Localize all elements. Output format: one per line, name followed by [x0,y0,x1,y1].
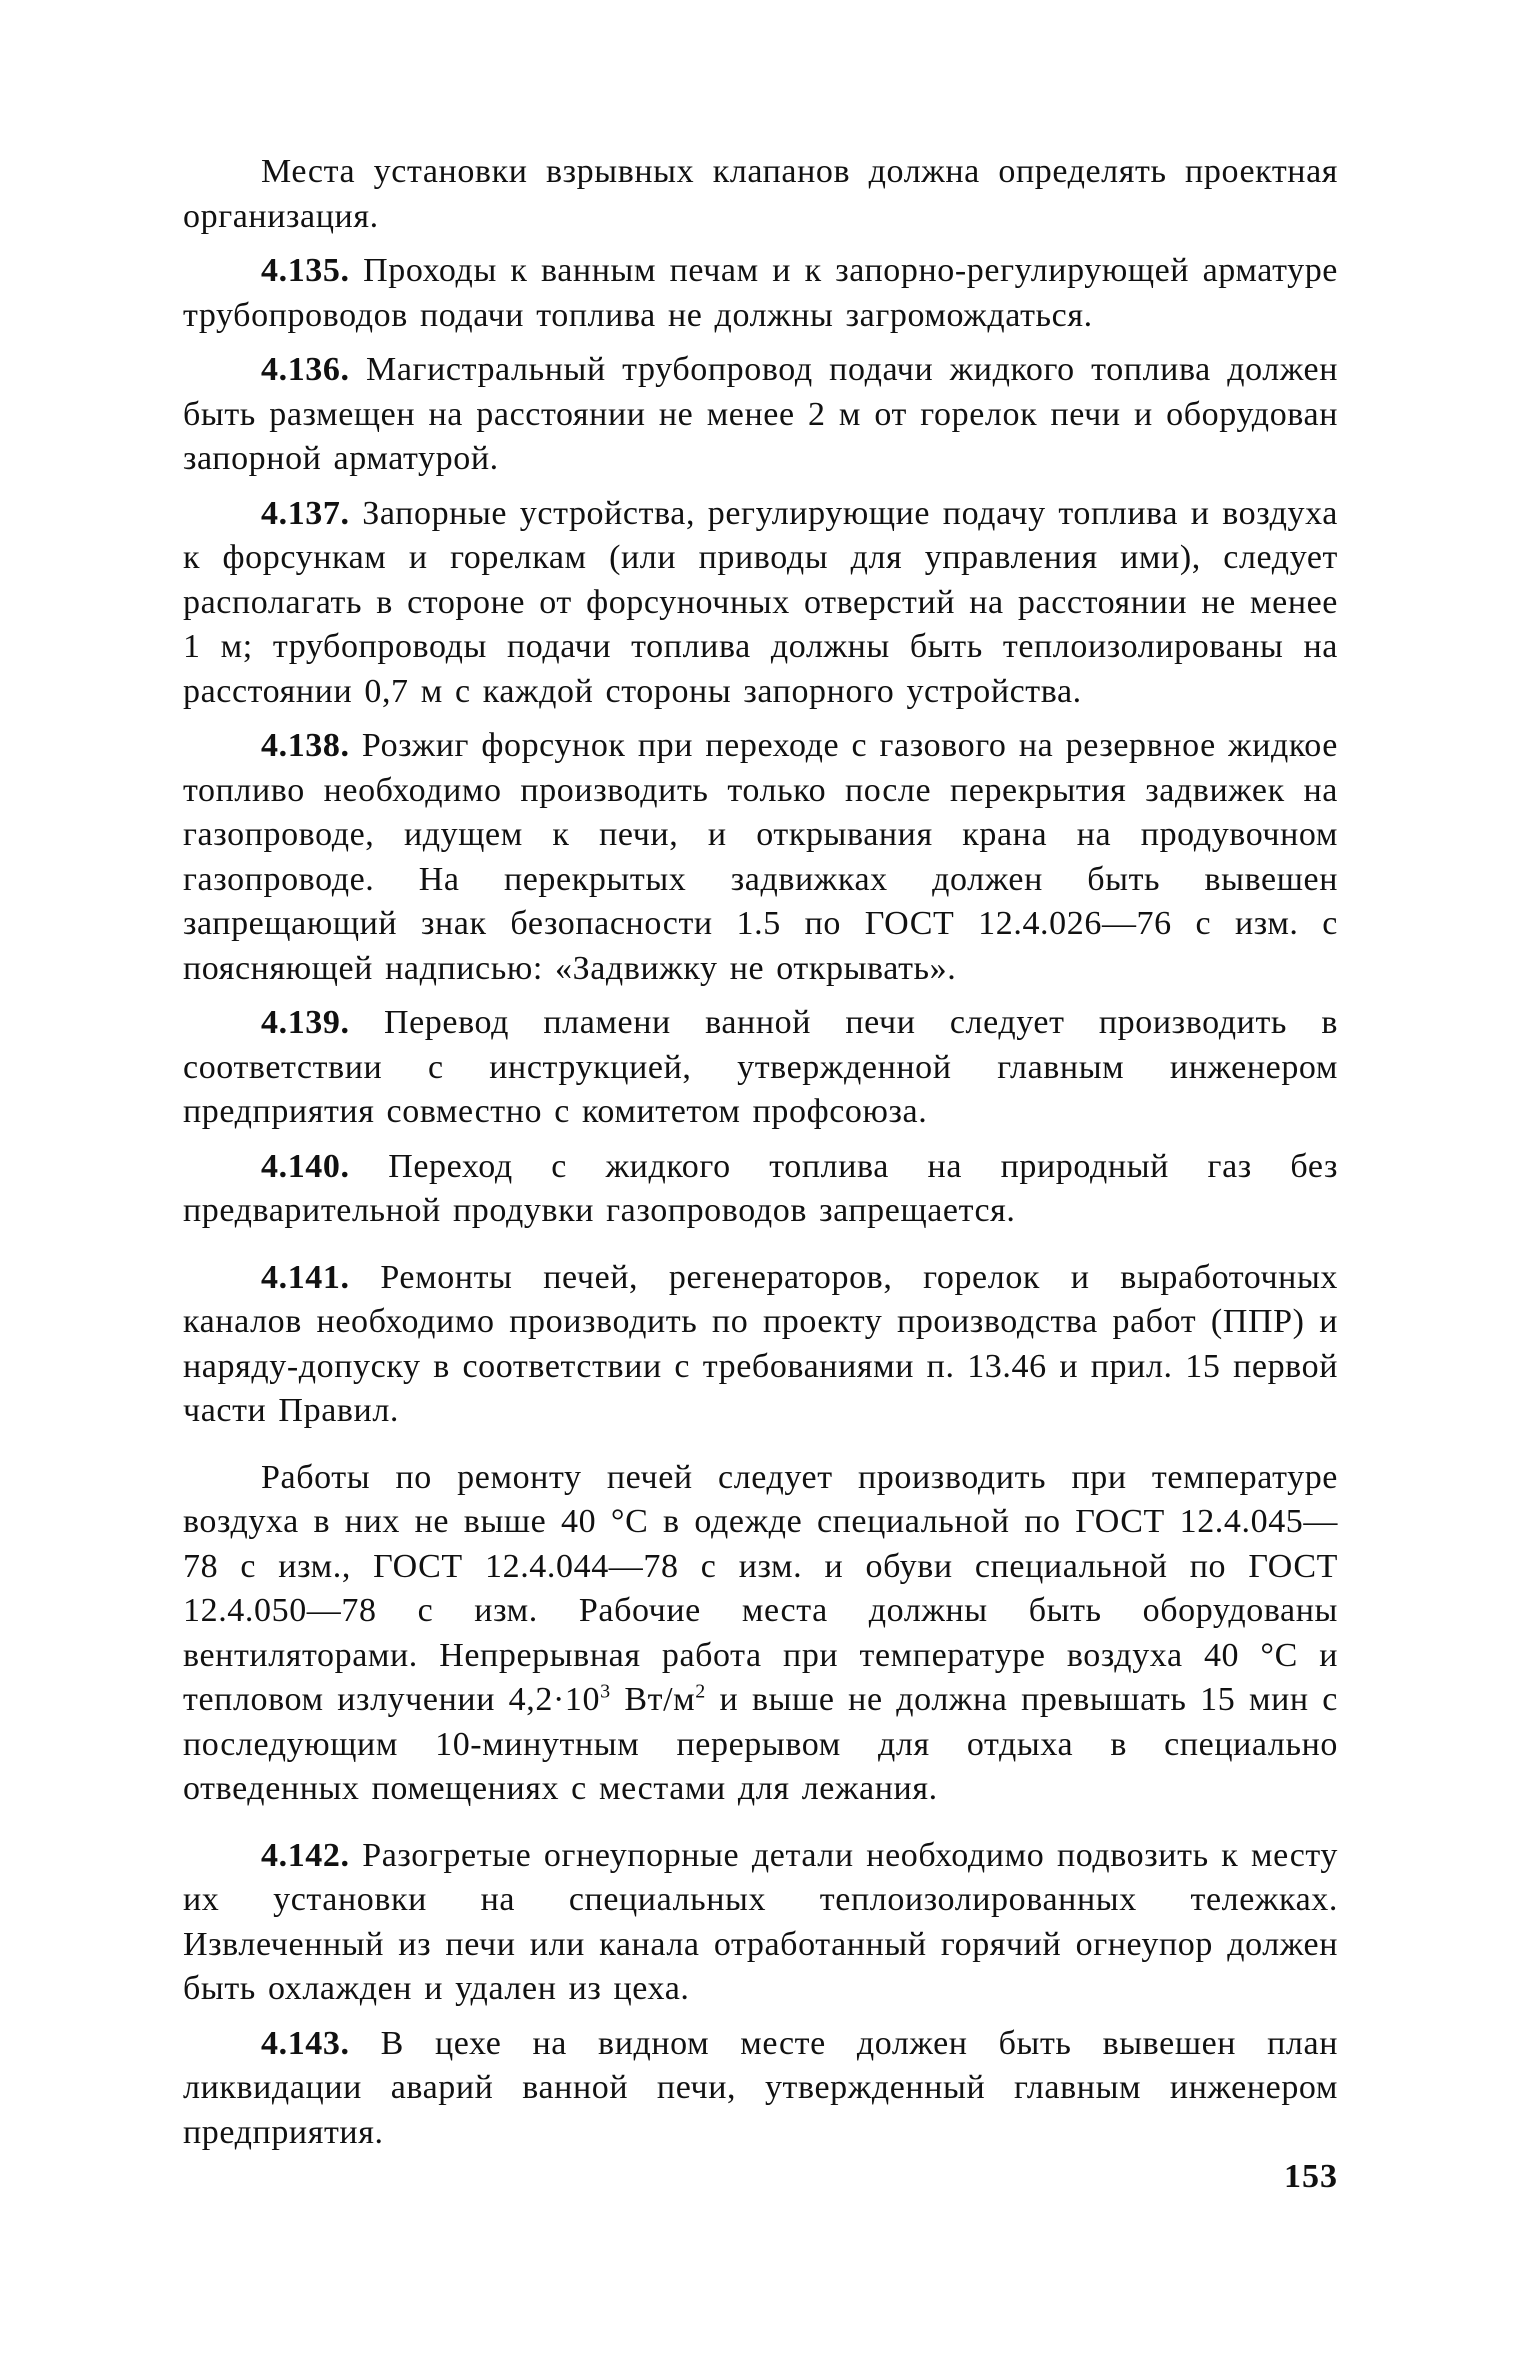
paragraph-4-135 [183,249,1338,338]
clause-text: Переход с жидкого топлива на природный газ без предварительной продувки газопроводов запрещается. [183,1147,1338,1229]
clause-text: Перевод пламени ванной печи следует производить в соответствии с инструкцией, утвержденной главным инженером предприятия совместно с комитетом профсоюза. [183,1004,1338,1130]
clause-text: Магистральный трубопровод подачи жидкого топлива должен быть размещен на расстоянии не менее 2 м от горелок печи и оборудован запорной арматурой. [183,351,1338,477]
clause-number: 4.135. [261,252,350,289]
paragraph-4-141 [183,1256,1338,1434]
clause-text: Ремонты печей, регенераторов, горелок и выработочных каналов необходимо производить по проекту производства работ (ППР) и наряду-допуску в соответствии с требованиями п. 13.46 и прил. 15 первой части Правил. [183,1258,1338,1429]
paragraph-4-142 [183,1834,1338,2012]
clause-number: 4.136. [261,351,350,388]
paragraph-4-138 [183,724,1338,991]
superscript-square: 2 [695,1680,706,1703]
paragraph-4-139 [183,1001,1338,1135]
clause-text: Запорные устройства, регулирующие подачу топлива и воздуха к форсункам и горелкам (или приводы для управления ими), следует располагать в стороне от форсуночных отверстий на расстоянии не менее 1 м; трубопроводы подачи топлива должны быть теплоизолированы на расстоянии 0,7 м с каждой стороны запорного устройства. [183,494,1338,710]
clause-number: 4.138. [261,727,350,764]
paragraph-repair-work [183,1456,1338,1812]
paragraph-explosion-valves: Места установки взрывных клапанов должна определять проектная организация. [183,153,1338,235]
clause-text: В цехе на видном месте должен быть вывешен план ликвидации аварий ванной печи, утвержденный главным инженером предприятия. [183,2024,1338,2151]
document-page [183,150,1338,2165]
clause-number: 4.139. [261,1004,350,1041]
paragraph-4-143 [183,2022,1338,2156]
clause-number: 4.141. [261,1258,350,1296]
clause-text: Разогретые огнеупорные детали необходимо подвозить к месту их установки на специальных теплоизолированных тележках. Извлеченный из печи или канала отработанный горячий огнеупор должен быть охлажден и удален из цеха. [183,1836,1338,2007]
clause-number: 4.143. [261,2024,350,2062]
repair-text-part2: Вт/м [610,1681,696,1718]
paragraph-4-140 [183,1145,1338,1234]
clause-text: Розжиг форсунок при переходе с газового на резервное жидкое топливо необходимо производить только после перекрытия задвижек на газопроводе, идущем к печи, и открывания крана на продувочном газопроводе. На перекрытых задвижках должен быть вывешен запрещающий знак безопасности 1.5 по ГОСТ 12.4.026—76 с изм. с поясняющей надписью: «Задвижку не открывать». [183,727,1338,987]
clause-number: 4.140. [261,1147,350,1185]
clause-number: 4.142. [261,1836,350,1874]
clause-number: 4.137. [261,494,350,532]
paragraph-4-137 [183,492,1338,715]
page-number: 153 [1284,2158,1338,2195]
repair-text-part3: и выше не должна превышать 15 мин с последующим 10-минутным перерывом для отдыха в специально отведенных помещениях с местами для лежания. [183,1681,1338,1807]
repair-text-part1: Работы по ремонту печей следует производить при температуре воздуха в них не выше 40 °С в одежде специальной по ГОСТ 12.4.045—78 с изм., ГОСТ 12.4.044—78 с изм. и обуви специальной по ГОСТ 12.4.050—78 с изм. Рабочие места должны быть оборудованы вентиляторами. Непрерывная работа при температуре воздуха 40 °С и тепловом излучении 4,2·10 [183,1458,1338,1718]
paragraph-4-136 [183,348,1338,482]
clause-text: Проходы к ванным печам и к запорно-регулирующей арматуре трубопроводов подачи топлива не должны загромождаться. [183,252,1338,334]
superscript-exponent: 3 [600,1680,611,1703]
